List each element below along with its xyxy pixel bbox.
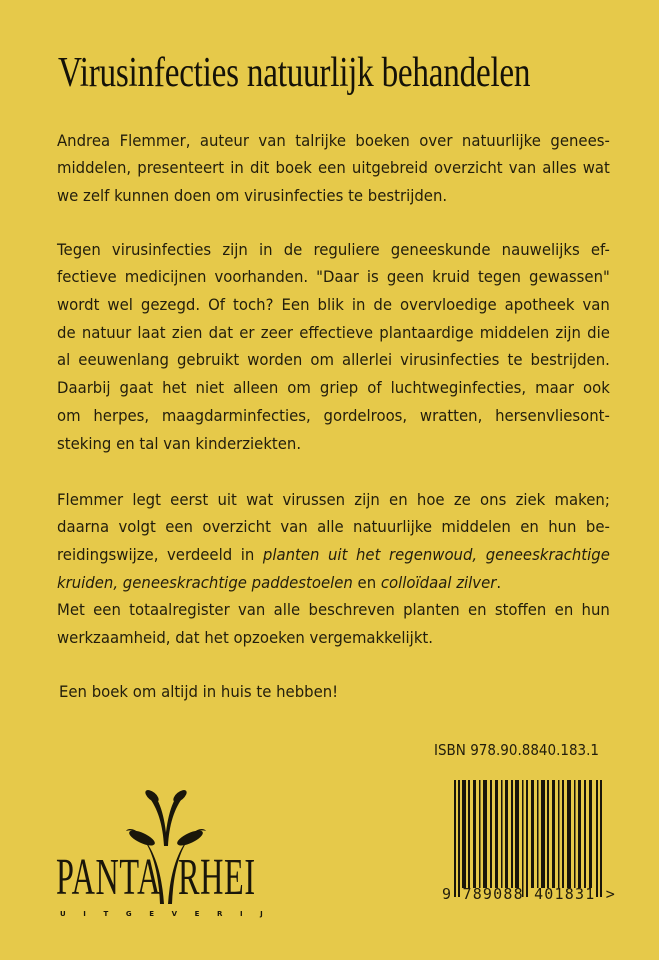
publisher-logo — [56, 786, 281, 918]
text-line: steking en tal van kinderziekten. — [57, 434, 302, 453]
text-line: Met een totaalregister van alle beschreven planten en stoffen en hun — [57, 600, 610, 619]
text-line: middelen, presenteert in dit boek een uitgebreid overzicht van alles wat — [57, 158, 610, 177]
text-line: Andrea Flemmer, auteur van talrijke boeken over natuurlijke genees- — [57, 131, 610, 150]
text-line: Flemmer legt eerst uit wat virussen zijn en hoe ze ons ziek maken; — [57, 490, 610, 509]
text-line: de natuur laat zien dat er zeer effectieve plantaardige middelen zijn die — [57, 323, 610, 342]
text-line: kruiden, geneeskrachtige paddestoelen en colloïdaal zilver. — [57, 573, 502, 592]
text-line: we zelf kunnen doen om virusinfecties te bestrijden. — [57, 186, 448, 205]
text-line: wordt wel gezegd. Of toch? Een blik in de overvloedige apotheek van — [57, 295, 610, 314]
text-line: al eeuwenlang gebruikt worden om allerlei virusinfecties te bestrijden. — [57, 350, 610, 369]
text-line: reidingswijze, verdeeld in planten uit het regenwoud, geneeskrachtige — [57, 545, 610, 564]
barcode-icon — [454, 780, 604, 897]
publisher-name-right: RHEI — [178, 849, 256, 906]
publisher-subtitle: UITGEVERIJ — [60, 910, 281, 918]
text-line: werkzaamheid, dat het opzoeken vergemakkelijkt. — [57, 628, 433, 647]
text-line: fectieve medicijnen voorhanden. "Daar is geen kruid tegen gewassen" — [57, 267, 610, 286]
text-line: Daarbij gaat het niet alleen om griep of luchtweginfecties, maar ook — [57, 378, 610, 397]
publisher-name-left: PANTA — [56, 849, 162, 906]
book-title: Virusinfecties natuurlijk behandelen — [58, 50, 531, 96]
tagline: Een boek om altijd in huis te hebben! — [59, 682, 339, 701]
text-line: Tegen virusinfecties zijn in de reguliere geneeskunde nauwelijks ef- — [57, 240, 610, 259]
text-line: daarna volgt een overzicht van alle natuurlijke middelen en hun be- — [57, 517, 610, 536]
isbn-label: ISBN 978.90.8840.183.1 — [434, 741, 600, 759]
text-line: om herpes, maagdarminfecties, gordelroos, wratten, hersenvliesont- — [57, 406, 610, 425]
barcode-digits: 9 789088 401831 > — [442, 885, 616, 903]
